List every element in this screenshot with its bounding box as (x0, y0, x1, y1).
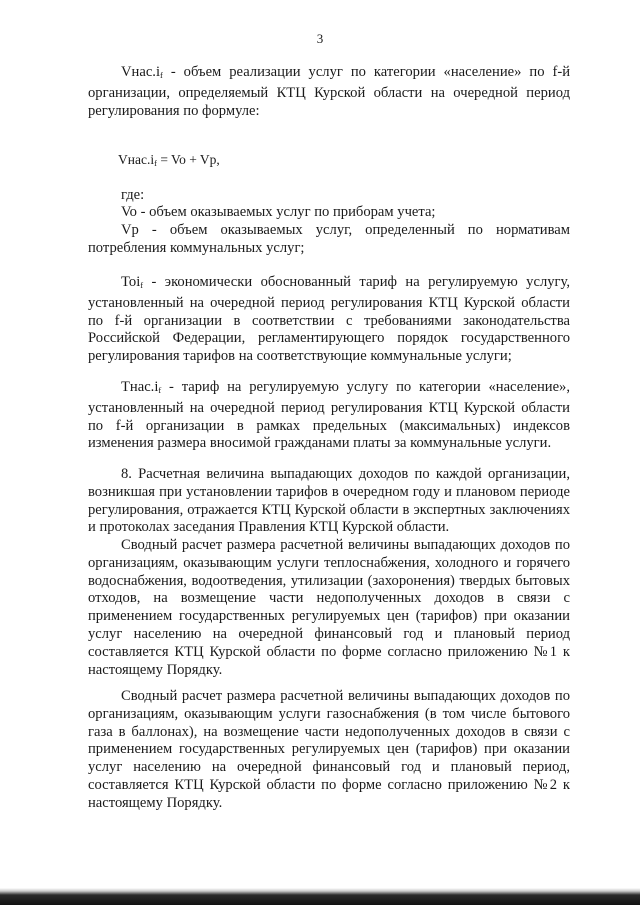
vnac-definition (88, 64, 570, 120)
formula-subscript: f (154, 158, 157, 168)
section-8-paragraph: 8. Расчетная величина выпадающих доходов по каждой организации, возникшая при установлении тарифов в очередном году и плановом периоде регулирования, отражается КТЦ Курской области в экспертных заключениях и протоколах заседания Правления КТЦ Курской области. (88, 466, 570, 536)
formula (118, 152, 220, 168)
toi-subscript: f (140, 280, 144, 290)
tnac-definition (88, 379, 570, 453)
formula-right: = Vo + Vp, (156, 152, 220, 167)
vnac-symbol: Vнас.i (121, 64, 161, 80)
toi-symbol: Toi (121, 274, 141, 290)
toi-definition (88, 274, 570, 366)
page-number: 3 (316, 31, 324, 46)
vp-definition: Vp - объем оказываемых услуг, определенный по нормативам потребления коммунальных услуг; (88, 222, 570, 256)
tnac-text: - тариф на регулируемую услугу по категории «население», установленный на очередной период регулирования КТЦ Курской области по f-й организации в рамках предельных (максимальных) индексов изменения размера вносимой гражданами платы за коммунальные услуги. (88, 379, 570, 452)
vnac-subscript: f (160, 70, 163, 80)
where-label: где: (121, 187, 145, 203)
scan-bottom-edge (0, 888, 640, 905)
formula-left: Vнас.i (118, 152, 155, 167)
tnac-subscript: f (158, 385, 162, 395)
vo-definition: Vo - объем оказываемых услуг по приборам учета; (121, 204, 436, 220)
summary-calculation-heat-water: Сводный расчет размера расчетной величины выпадающих доходов по организациям, оказывающим услуги теплоснабжения, холодного и горячего водоснабжения, водоотведения, утилизации (захоронения) твердых бытовых отходов, на возмещение части недополученных доходов в связи с применением государственных регулируемых цен (тарифов) при оказании услуг населению на очередной финансовый год и плановый период составляется КТЦ Курской области по форме согласно приложению №1 к настоящему Порядку. (88, 537, 570, 678)
vnac-text: - объем реализации услуг по категории «население» по f-й организации, определяемый КТЦ Курской области на очередной период регулирования по формуле: (88, 64, 570, 119)
summary-calculation-gas: Сводный расчет размера расчетной величины выпадающих доходов по организациям, оказывающим услуги газоснабжения (в том числе бытового газа в баллонах), на возмещение части недополученных доходов в связи с применением государственных регулируемых цен (тарифов) при оказании услуг населению на очередной финансовый год и плановый период, составляется КТЦ Курской области по форме согласно приложению №2 к настоящему Порядку. (88, 688, 570, 811)
tnac-symbol: Тнас.i (121, 379, 159, 395)
toi-text: - экономически обоснованный тариф на регулируемую услугу, установленный на очередной период регулирования КТЦ Курской области по f-й организации в соответствии с требованиями законодательства Российской Федерации, регламентирующего порядок государственного регулирования тарифов на соответствующие коммунальные услуги; (88, 274, 570, 365)
